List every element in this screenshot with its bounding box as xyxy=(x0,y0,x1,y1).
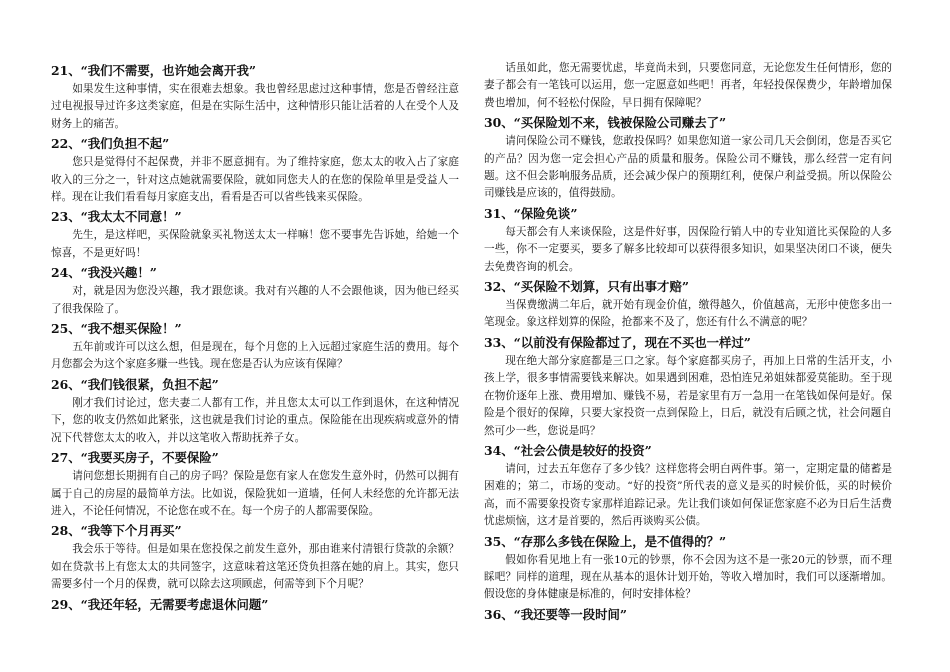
section-heading: 33、“以前没有保险都过了，现在不买也一样过” xyxy=(484,334,751,350)
section-heading: 30、“买保险划不来，钱被保险公司赚去了” xyxy=(484,115,727,131)
section-body: 假如你看见地上有一张10元的钞票，你不会因为这不是一张20元的钞票，而不理睬吧？同样的道理，现在从基本的退休计划开始，等收入增加时，我们可以逐渐增加。假设您的身体健康是标准的，何时安排体检？ xyxy=(484,553,892,601)
section-heading: 28、“我等下个月再买” xyxy=(51,523,182,539)
section-body: 先生，是这样吧，买保险就象买礼物送太太一样嘛！您不要事先告诉她，给她一个惊喜，不是更好吗！ xyxy=(51,229,459,259)
section-21 xyxy=(51,60,459,133)
section-23 xyxy=(51,206,459,262)
section-25 xyxy=(51,318,459,374)
section-36 xyxy=(484,604,892,625)
section-heading: 36、“我还要等一段时间” xyxy=(484,606,628,622)
section-29 xyxy=(51,594,459,615)
section-heading: 34、“社会公债是较好的投资” xyxy=(484,442,652,458)
section-27 xyxy=(51,447,459,520)
section-heading: 31、“保险免谈” xyxy=(484,205,578,221)
section-body: 请问您想长期拥有自己的房子吗？保险是您有家人在您发生意外时，仍然可以拥有属于自己的房屋的最简单方法。比如说，保险犹如一道墙，任何人未经您的允许都无法进入，不论任何情况，不论您在或不在。每一个房子的人都需要保险。 xyxy=(51,470,459,517)
section-29-continued xyxy=(484,60,892,112)
section-body: 请问，过去五年您存了多少钱？这样您将会明白两件事。第一，定期定量的储蓄是困难的；第二，市场的变动。“好的投资”所代表的意义是买的时候价低，买的时候价高，而不需要象投资专家那样追踪记录。先让我们谈如何保证您家庭不必为日后生活费忧虑烦恼，这才是首要的，然后再谈购买公债。 xyxy=(484,462,892,528)
right-column xyxy=(484,60,892,625)
section-heading: 23、“我太太不同意！” xyxy=(51,209,182,225)
section-heading: 26、“我们钱很紧，负担不起” xyxy=(51,376,219,392)
section-body: 每天都会有人来谈保险，这是件好事，因保险行销人中的专业知道比买保险的人多一些，你不一定要买，要多了解多比较却可以获得很多知识，如果坚决闭口不谈，便失去免费咨询的机会。 xyxy=(484,225,892,273)
section-heading: 24、“我没兴趣！” xyxy=(51,265,157,281)
left-column xyxy=(51,60,459,615)
section-body: 对，就是因为您没兴趣，我才跟您谈。我对有兴趣的人不会跟他谈，因为他已经买了很我保险了。 xyxy=(51,285,459,315)
section-heading: 25、“我不想买保险！” xyxy=(51,321,182,337)
section-body: 请问保险公司不赚钱，您敢投保吗？如果您知道一家公司几天会倒闭，您是否买它的产品？因为您一定会担心产品的质量和服务。保险公司不赚钱，那么经营一定有问题。这不但会影响服务品质，还会减少保户的预期红利，使保户利益受损。所以保险公司赚钱是应该的，值得鼓励。 xyxy=(484,135,892,200)
section-33 xyxy=(484,332,892,440)
section-26 xyxy=(51,374,459,447)
section-heading: 32、“买保险不划算，只有出事才赔” xyxy=(484,279,689,295)
section-35 xyxy=(484,531,892,604)
section-body: 现在绝大部分家庭都是三口之家。每个家庭都买房子，再加上日常的生活开支，小孩上学，很多事情需要钱来解决。如果遇到困难，恐怕连兄弟姐妹都爱莫能助。至于现在物价逐年上涨、费用增加、赚钱不易，若是家里有万一急用一在笔钱如保何是好。保险是个很好的保障，只要大家投资一点到保险上，日后，就没有后顾之忧，社会问题自然可少一些，您说是吗？ xyxy=(484,354,892,437)
section-24 xyxy=(51,262,459,318)
section-28 xyxy=(51,520,459,593)
section-body: 刚才我们讨论过，您夫妻二人都有工作，并且您太太可以工作到退休，在这种情况下，您的收支仍然如此紧张，这也就是我们讨论的重点。保险能在出现疾病或意外的情况下代替您太太的收入，并以这笔收入帮助抚养子女。 xyxy=(51,396,459,444)
section-heading: 22、“我们负担不起” xyxy=(51,136,170,152)
section-heading: 21、“我们不需要，也许她会离开我” xyxy=(51,63,256,78)
section-body: 如果发生这种事情，实在很难去想象。我也曾经思虑过这种事情，您是否曾经注意过电视报导过许多这类家庭，但是在实际生活中，这种情形只能让活着的人在受个人及财务上的痛苦。 xyxy=(51,83,459,130)
section-34 xyxy=(484,440,892,531)
section-body: 您只是觉得付不起保费，并非不愿意拥有。为了维持家庭，您太太的收入占了家庭收入的三分之一，针对这点她就需要保险，就如同您夫人的在您的保险单里是受益人一样。现在让我们看看每月家庭支出，看看是否可以省些钱来买保险。 xyxy=(51,156,459,204)
section-31 xyxy=(484,203,892,276)
section-body: 五年前或许可以这么想，但是现在，每个月您的上入远超过家庭生活的费用。每个月您都会为这个家庭多赚一些钱。现在您是否认为应该有保障？ xyxy=(51,341,459,371)
section-body: 话虽如此，您无需要忧虑，毕竟尚未到，只要您同意，无论您发生任何情形，您的妻子都会有一笔钱可以运用，您一定愿意如些吧！再者，年轻投保保费少，年龄增加保费也增加，何不轻松付保险，早日拥有保障呢？ xyxy=(484,62,892,109)
section-heading: 35、“存那么多钱在保险上，是不值得的？” xyxy=(484,533,727,549)
section-heading: 29、“我还年轻，无需要考虑退休问题” xyxy=(51,596,269,612)
section-body: 当保费缴满二年后，就开始有现金价值，缴得越久，价值越高，无形中使您多出一笔现金。象这样划算的保险，抢都来不及了，您还有什么不满意的呢？ xyxy=(484,299,892,329)
section-22 xyxy=(51,133,459,206)
section-heading: 27、“我要买房子，不要保险” xyxy=(51,450,219,466)
section-body: 我会乐于等待。但是如果在您投保之前发生意外，那由谁来付清银行贷款的余额？如在贷款书上有您太太的共同签字，这意味着这笔还贷负担落在她的肩上。其实，您只需要多付一个月的保费，就可以除去这项顾虑，何需等到下个月呢？ xyxy=(51,543,459,591)
section-32 xyxy=(484,276,892,332)
section-30 xyxy=(484,112,892,203)
